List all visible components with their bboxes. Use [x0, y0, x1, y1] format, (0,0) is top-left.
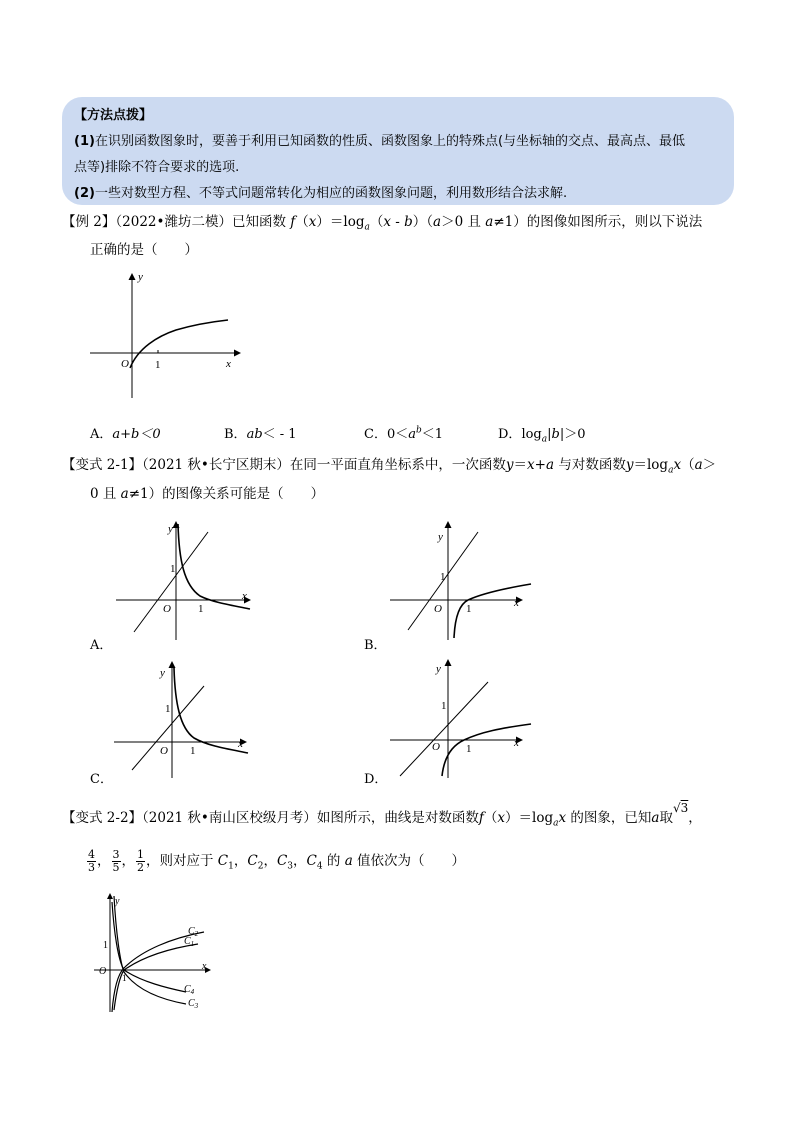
log-curve: [174, 668, 248, 753]
svg-text:O: O: [432, 741, 440, 753]
svg-text:C1: $C_1$: [184, 936, 195, 948]
variant-option-a[interactable]: A．: [90, 638, 113, 653]
variant-2-2-stem: 【变式 2-2】（2021 秋•南山区校级月考）如图所示，曲线是对数函数$f(x)=\log_ax$ 的图象，已知a取√3，: [62, 801, 702, 829]
svg-text:x: x: [242, 590, 247, 602]
variant-2-1-stem: 【变式 2-1】（2021 秋•长宁区期末）在同一平面直角坐标系中，一次函数y＝x+a 与对数函数$y=\log_ax(a>$: [62, 457, 717, 476]
tip-title: 【方法点拨】: [74, 108, 153, 123]
svg-text:O: O: [163, 603, 171, 615]
svg-text:1: 1: [170, 563, 176, 575]
svg-text:x: x: [514, 737, 519, 749]
log-curve: [178, 524, 250, 609]
svg-text:x: x: [202, 961, 207, 972]
svg-text:C3: $C_3$: [188, 998, 199, 1010]
linear-function-line: [132, 686, 204, 770]
svg-text:C4: $C_4$: [184, 984, 195, 996]
tick-1-label: 1: [155, 359, 161, 371]
example-2-stem: 【例 2】（2022•潍坊二模）已知函数 $f(x)=\log_a(x - b)(a>0$ 且 a≠1）的图像如图所示，则以下说法: [62, 214, 703, 233]
linear-function-line: [134, 532, 208, 632]
log-curve: [442, 724, 531, 776]
svg-text:O: O: [160, 745, 168, 757]
svg-text:y: y: [436, 663, 441, 675]
option-b[interactable]: B．ab＜ - 1: [224, 427, 297, 442]
svg-text:1: 1: [441, 700, 447, 712]
example-2-stem-line2: 正确的是（ ）: [90, 242, 198, 258]
variant-2-1-graph-a[interactable]: [112, 520, 272, 645]
svg-text:1: 1: [165, 703, 171, 715]
variant-2-2-stem-line2: $\frac{4}{3}$ ， $\frac{3}{5}$ ， $\frac{1}{2}$ ，则对应于 $C_1$，$C_2$，$C_3$，$C_4$ 的 a 值依次为（ ）: [88, 848, 466, 874]
svg-text:1: 1: [122, 973, 127, 983]
origin-label: O: [121, 358, 129, 370]
tip-point-1: (1)在识别函数图象时，要善于利用已知函数的性质、函数图象上的特殊点(与坐标轴的交点、最高点、最低: [74, 134, 686, 149]
log-curve: [130, 320, 228, 368]
svg-text:1: 1: [440, 571, 446, 583]
linear-function-line: [400, 682, 488, 776]
example-2-graph: [88, 268, 248, 408]
variant-option-c[interactable]: C．: [90, 772, 113, 787]
svg-text:y: y: [438, 531, 443, 543]
svg-text:x: x: [514, 597, 519, 609]
tip-point-2: (2)一些对数型方程、不等式问题常转化为相应的函数图象问题，利用数形结合法求解.: [74, 186, 568, 201]
variant-2-1-stem-line2: 0 且 a≠1）的图像关系可能是（ ）: [90, 486, 325, 502]
svg-text:1: 1: [198, 603, 204, 615]
svg-text:1: 1: [466, 743, 472, 755]
variant-2-1-graph-b[interactable]: [386, 520, 546, 645]
svg-text:1: 1: [466, 603, 472, 615]
variant-2-2-graph: [92, 892, 222, 1017]
variant-2-1-graph-c[interactable]: [110, 658, 270, 783]
svg-text:y: y: [115, 896, 120, 907]
option-a[interactable]: A．a+b＜0: [90, 427, 161, 442]
y-label: y: [138, 271, 143, 283]
curve-c1: [114, 944, 198, 1010]
svg-text:1: 1: [190, 745, 196, 757]
svg-text:O: O: [99, 966, 107, 977]
svg-text:y: y: [168, 523, 173, 535]
svg-text:1: 1: [103, 940, 108, 951]
option-c[interactable]: C．$0<a^b<1$: [364, 425, 444, 442]
variant-2-1-graph-d[interactable]: [386, 658, 546, 783]
option-d[interactable]: D．$\log_a|b|>0$: [498, 427, 586, 445]
method-tip-box: [62, 97, 734, 205]
variant-option-b[interactable]: B．: [364, 638, 387, 653]
x-label: x: [226, 358, 231, 370]
svg-text:C2: $C_2$: [188, 926, 199, 938]
variant-option-d[interactable]: D．: [364, 772, 388, 787]
svg-text:y: y: [160, 667, 165, 679]
tip-point-1-cont: 点等)排除不符合要求的选项.: [74, 160, 240, 175]
svg-text:x: x: [238, 738, 243, 750]
svg-text:O: O: [434, 603, 442, 615]
